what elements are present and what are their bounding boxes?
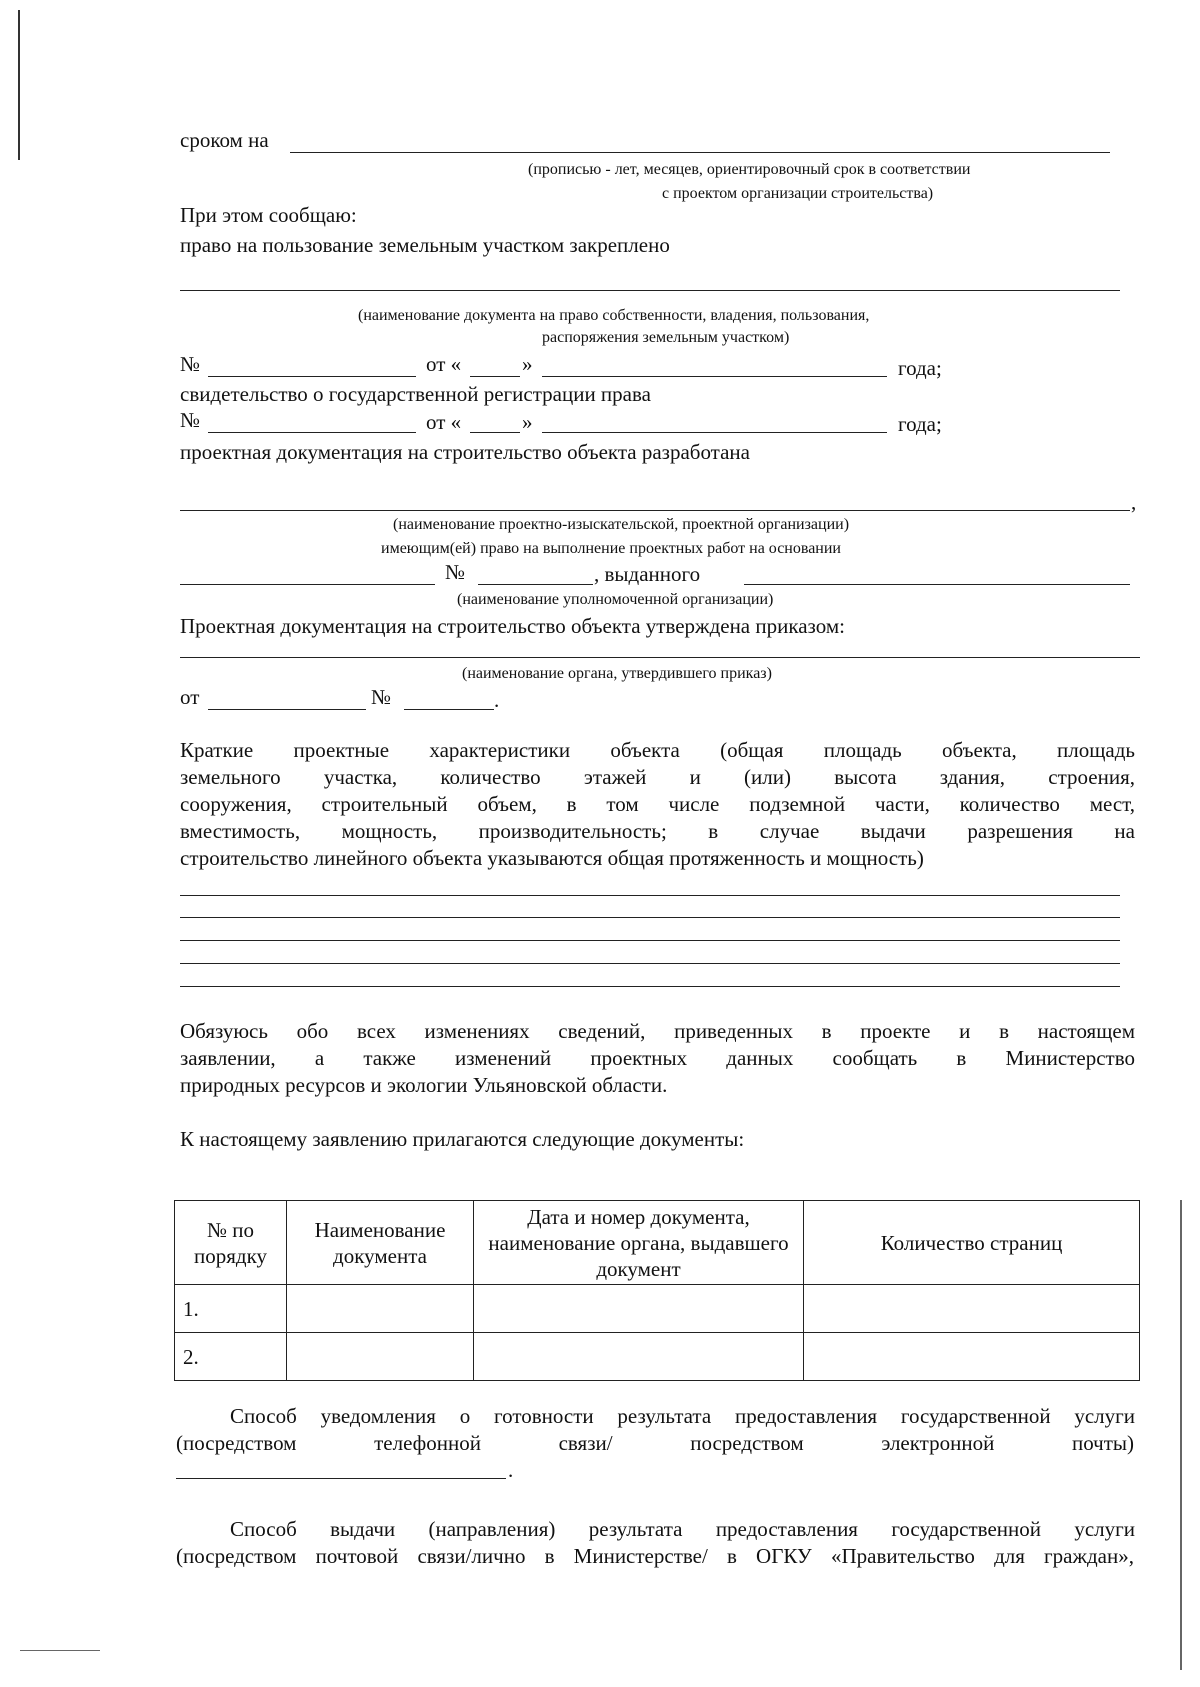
notification-line-1: Способ уведомления о готовности результата предоставления государственной услуги	[230, 1404, 1135, 1428]
order-num-line[interactable]	[404, 709, 494, 710]
land-right-text: право на пользование земельным участком закреплено	[180, 233, 670, 257]
header-document-name: Наименование документа	[287, 1201, 474, 1285]
scan-bottom-left-mark	[20, 1650, 100, 1651]
header-order-number: № по порядку	[175, 1201, 287, 1285]
row-2-number: 2.	[175, 1333, 287, 1381]
term-label: сроком на	[180, 128, 269, 152]
characteristics-line-5: строительство линейного объекта указываются общая протяженность и мощность)	[180, 846, 924, 870]
auth-hint: (наименование уполномоченной организации)	[457, 591, 774, 608]
term-line[interactable]	[290, 152, 1110, 153]
characteristics-fill-line-1[interactable]	[180, 895, 1120, 896]
day-line-1[interactable]	[470, 376, 520, 377]
num-line-1[interactable]	[208, 376, 416, 377]
quote-close-1: »	[522, 352, 533, 376]
characteristics-fill-line-2[interactable]	[180, 917, 1120, 918]
characteristics-line-3: сооружения, строительный объем, в том числе подземной части, количество мест,	[180, 792, 1135, 816]
notification-line-2: (посредством телефонной связи/ посредством электронной почты)	[176, 1431, 1134, 1455]
characteristics-fill-line-5[interactable]	[180, 986, 1120, 987]
term-hint-1: (прописью - лет, месяцев, ориентировочный срок в соответствии	[528, 161, 971, 178]
row-2-pages[interactable]	[804, 1333, 1140, 1381]
notification-fill-line[interactable]	[176, 1478, 506, 1479]
header-date-number-issuer: Дата и номер документа, наименование органа, выдавшего документ	[474, 1201, 804, 1285]
approver-hint: (наименование органа, утвердившего приказ)	[462, 665, 772, 682]
table-row	[175, 1285, 1140, 1333]
row-1-number: 1.	[175, 1285, 287, 1333]
header-page-count: Количество страниц	[804, 1201, 1140, 1285]
license-num-sign: №	[445, 560, 466, 584]
obligation-line-2: заявлении, а также изменений проектных данных сообщать в Министерство	[180, 1046, 1135, 1070]
org-hint: (наименование проектно-изыскательской, проектной организации)	[393, 516, 850, 533]
order-period: .	[494, 688, 500, 712]
quote-close-2: »	[522, 410, 533, 434]
delivery-line-1: Способ выдачи (направления) результата предоставления государственной услуги	[230, 1517, 1135, 1541]
approver-line[interactable]	[180, 657, 1140, 658]
row-1-name[interactable]	[287, 1285, 474, 1333]
year-2: года;	[898, 412, 942, 436]
order-from: от	[180, 685, 200, 709]
land-doc-line[interactable]	[180, 290, 1120, 291]
license-text: имеющим(ей) право на выполнение проектных работ на основании	[381, 540, 841, 557]
row-1-date[interactable]	[474, 1285, 804, 1333]
project-dev-text: проектная документация на строительство объекта разработана	[180, 440, 750, 464]
land-hint-1: (наименование документа на право собственности, владения, пользования,	[358, 307, 870, 324]
project-org-comma: ,	[1131, 490, 1137, 514]
order-date-line[interactable]	[208, 709, 366, 710]
day-line-2[interactable]	[470, 432, 520, 433]
row-2-name[interactable]	[287, 1333, 474, 1381]
scan-right-edge-mark	[1180, 1200, 1182, 1670]
attachments-intro: К настоящему заявлению прилагаются следующие документы:	[180, 1127, 745, 1151]
approved-text: Проектная документация на строительство объекта утверждена приказом:	[180, 614, 845, 638]
characteristics-fill-line-4[interactable]	[180, 963, 1120, 964]
obligation-line-3: природных ресурсов и экологии Ульяновской области.	[180, 1073, 668, 1097]
characteristics-line-2: земельного участка, количество этажей и (или) высота здания, строения,	[180, 765, 1135, 789]
from-2: от «	[426, 410, 462, 434]
num-sign-2: №	[180, 408, 201, 432]
land-hint-2: распоряжения земельным участком)	[542, 329, 790, 346]
characteristics-line-1: Краткие проектные характеристики объекта (общая площадь объекта, площадь	[180, 738, 1135, 762]
registration-text: свидетельство о государственной регистрации права	[180, 382, 651, 406]
notification-end: .	[508, 1458, 514, 1482]
info-intro: При этом сообщаю:	[180, 203, 357, 227]
obligation-line-1: Обязуюсь обо всех изменениях сведений, приведенных в проекте и в настоящем	[180, 1019, 1135, 1043]
characteristics-line-4: вместимость, мощность, производительность; в случае выдачи разрешения на	[180, 819, 1135, 843]
issuer-line[interactable]	[744, 584, 1130, 585]
num-line-2[interactable]	[208, 432, 416, 433]
table-header-row	[175, 1201, 1140, 1285]
issued-text: , выданного	[594, 562, 701, 586]
month-line-1[interactable]	[542, 376, 887, 377]
month-line-2[interactable]	[542, 432, 887, 433]
row-2-date[interactable]	[474, 1333, 804, 1381]
delivery-line-2: (посредством почтовой связи/лично в Министерстве/ в ОГКУ «Правительство для граждан»,	[176, 1544, 1134, 1568]
license-num-line[interactable]	[478, 584, 593, 585]
num-sign-1: №	[180, 352, 201, 376]
row-1-pages[interactable]	[804, 1285, 1140, 1333]
project-org-line[interactable]	[180, 510, 1130, 511]
table-row	[175, 1333, 1140, 1381]
scan-left-edge-mark	[18, 10, 20, 160]
attachments-table	[174, 1200, 1140, 1381]
year-1: года;	[898, 356, 942, 380]
term-hint-2: с проектом организации строительства)	[662, 185, 934, 202]
from-1: от «	[426, 352, 462, 376]
characteristics-fill-line-3[interactable]	[180, 940, 1120, 941]
license-line[interactable]	[180, 584, 435, 585]
order-num-sign: №	[371, 685, 392, 709]
